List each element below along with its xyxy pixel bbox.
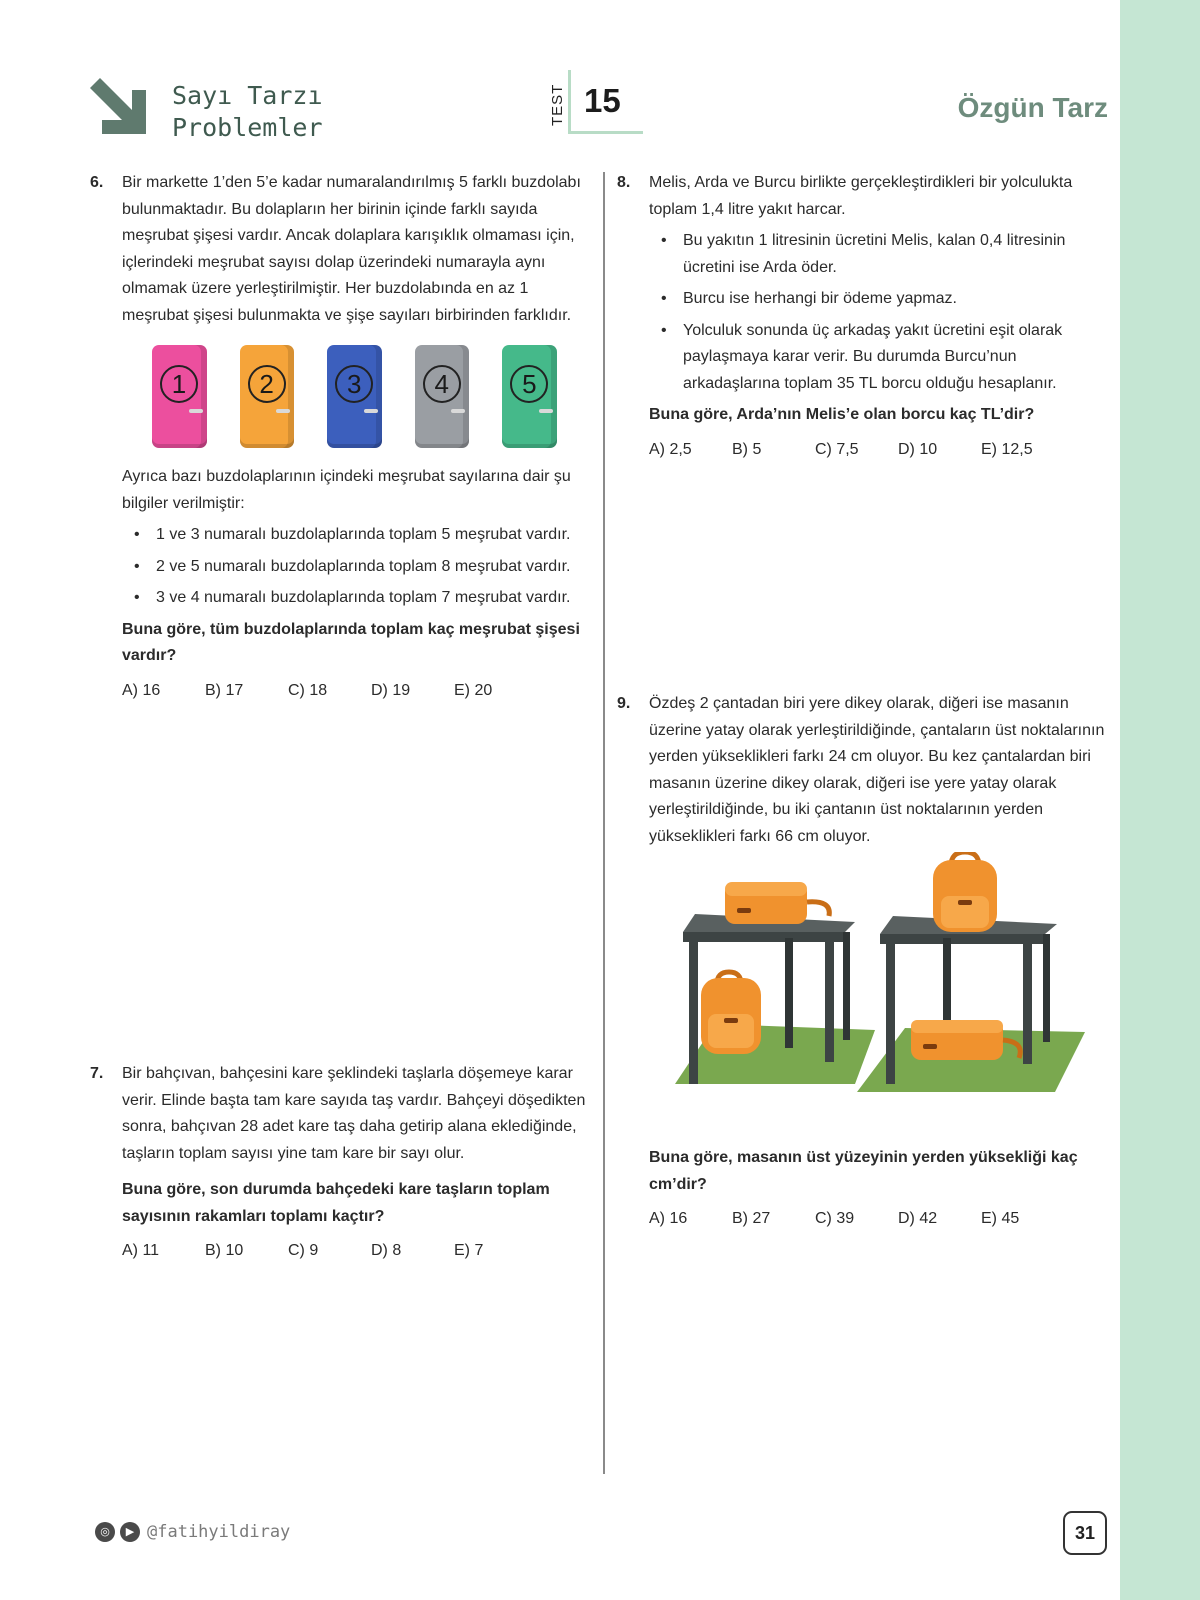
info-list <box>122 522 590 612</box>
option-e[interactable]: E) 12,5 <box>981 440 1033 458</box>
test-frame-horizontal <box>568 131 643 134</box>
question-text: Bir bahçıvan, bahçesini kare şeklindeki taşlarla döşemeye karar verir. Elinde başta tam kare sayıda taş vardır. Bahçeyi döşedikten sonra, bahçıvan 28 adet kare taş daha getirip alana eklediğinde, taşların toplam sayısı yine tam kare bir sayı olur. <box>122 1065 586 1162</box>
category-line-1: Sayı Tarzı <box>172 81 323 110</box>
option-c[interactable]: C) 18 <box>288 681 328 699</box>
fridge-5 <box>502 345 557 448</box>
bag-vertical-on-table <box>933 852 997 932</box>
fridge-handle <box>189 409 203 413</box>
fridge-number: 5 <box>510 365 548 403</box>
option-d[interactable]: D) 42 <box>898 1210 938 1227</box>
question-text: Bir markette 1’den 5’e kadar numaralandırılmış 5 farklı buzdolabı bulunmaktadır. Bu dolapların her birinin içinde farklı sayıda meşrubat şişesi vardır. Ancak dolaplara karışıklık olmaması için, içlerindeki meşrubat sayısı dolap üzerindeki numarayla aynı olmamak üzere yerleştirilmiştir. Her buzdolabında en az 1 meşrubat şişesi bulunmakta ve şişe sayıları birbirinden farklıdır. <box>122 174 581 324</box>
question-9-prompt <box>617 1145 1107 1233</box>
option-b[interactable]: B) 5 <box>732 440 762 458</box>
question-prompt: Buna göre, masanın üst yüzeyinin yerden yüksekliği kaç cm’dir? <box>649 1149 1078 1193</box>
info-item: • 2 ve 5 numaralı buzdolaplarında toplam 8 meşrubat vardır. <box>122 554 590 581</box>
answer-options <box>122 1238 590 1265</box>
category-title <box>172 80 323 144</box>
option-c[interactable]: C) 39 <box>815 1210 855 1227</box>
info-intro: Ayrıca bazı buzdolaplarının içindeki meşrubat sayılarına dair şu bilgiler verilmiştir: <box>122 468 571 512</box>
fridge-number: 2 <box>248 365 286 403</box>
answer-options <box>122 678 590 705</box>
answer-options <box>649 1206 1107 1233</box>
option-e[interactable]: E) 7 <box>454 1242 484 1259</box>
fridge-2 <box>240 345 295 448</box>
info-item: • 1 ve 3 numaralı buzdolaplarında toplam 5 meşrubat vardır. <box>122 522 590 549</box>
youtube-icon[interactable]: ▶ <box>120 1522 140 1542</box>
bags-on-tables-illustration <box>675 852 1085 1110</box>
question-text: Melis, Arda ve Burcu birlikte gerçekleştirdikleri bir yolculukta toplam 1,4 litre yakıt harcar. <box>649 174 1073 218</box>
option-a[interactable]: A) 11 <box>122 1242 160 1259</box>
option-b[interactable]: B) 10 <box>205 1242 244 1259</box>
question-prompt: Buna göre, Arda’nın Melis’e olan borcu kaç TL’dir? <box>649 406 1035 423</box>
option-e[interactable]: E) 45 <box>981 1210 1020 1227</box>
fridge-handle <box>364 409 378 413</box>
fridge-handle <box>451 409 465 413</box>
test-label: TEST <box>549 83 566 126</box>
fridge-illustration <box>152 345 590 448</box>
question-7 <box>90 1061 590 1265</box>
fridge-1 <box>152 345 207 448</box>
question-9 <box>617 691 1107 850</box>
arrow-down-right-icon <box>90 78 152 140</box>
option-b[interactable]: B) 17 <box>205 681 244 699</box>
bag-vertical-on-floor <box>701 972 761 1054</box>
option-b[interactable]: B) 27 <box>732 1210 771 1227</box>
option-a[interactable]: A) 16 <box>122 681 161 699</box>
question-text: Özdeş 2 çantadan biri yere dikey olarak, diğeri ise masanın üzerine yatay olarak yerleştirildiğinde, çantaların üst noktalarının yerden yükseklikleri farkı 24 cm oluyor. Bu kez çantalardan biri masanın üzerine dikey olarak, diğeri ise yere yatay olarak yerleştirildiğinde, bu iki çantanın üst noktalarının yerden yükseklikleri farkı 66 cm oluyor. <box>649 695 1105 845</box>
fridge-number: 4 <box>423 365 461 403</box>
column-divider <box>603 172 605 1474</box>
info-item: • Yolculuk sonunda üç arkadaş yakıt ücretini eşit olarak paylaşmaya karar verir. Bu durumda Burcu’nun arkadaşlarına toplam 35 TL borcu olduğu hesaplanır. <box>649 318 1107 398</box>
option-d[interactable]: D) 10 <box>898 440 938 458</box>
fridge-4 <box>415 345 470 448</box>
option-a[interactable]: A) 2,5 <box>649 440 692 458</box>
fridge-handle <box>539 409 553 413</box>
option-c[interactable]: C) 9 <box>288 1242 319 1259</box>
question-prompt: Buna göre, tüm buzdolaplarında toplam kaç meşrubat şişesi vardır? <box>122 620 580 664</box>
info-item: • 3 ve 4 numaralı buzdolaplarında toplam 7 meşrubat vardır. <box>122 585 590 612</box>
option-a[interactable]: A) 16 <box>649 1210 688 1227</box>
side-color-band <box>1120 0 1200 1600</box>
fridge-number: 3 <box>335 365 373 403</box>
option-d[interactable]: D) 19 <box>371 681 411 699</box>
question-8 <box>617 170 1107 463</box>
option-c[interactable]: C) 7,5 <box>815 440 859 458</box>
info-item: • Burcu ise herhangi bir ödeme yapmaz. <box>649 286 1107 313</box>
fridge-3 <box>327 345 382 448</box>
info-list <box>649 228 1107 397</box>
fridge-handle <box>276 409 290 413</box>
test-number: 15 <box>584 82 621 119</box>
option-d[interactable]: D) 8 <box>371 1242 402 1259</box>
question-prompt: Buna göre, son durumda bahçedeki kare taşların toplam sayısının rakamları toplamı kaçtır? <box>122 1181 550 1225</box>
instagram-icon[interactable]: ◎ <box>95 1522 115 1542</box>
brand-title: Özgün Tarz <box>957 92 1108 123</box>
social-links <box>95 1522 290 1542</box>
info-item: • Bu yakıtın 1 litresinin ücretini Melis, kalan 0,4 litresinin ücretini ise Arda öder. <box>649 228 1107 281</box>
test-frame-vertical <box>568 70 571 134</box>
bag-horizontal-on-table <box>725 882 829 924</box>
option-e[interactable]: E) 20 <box>454 681 493 699</box>
question-number: 7. <box>90 1065 104 1082</box>
question-number: 6. <box>90 174 104 191</box>
page-number: 31 <box>1063 1511 1107 1555</box>
category-line-2: Problemler <box>172 113 323 142</box>
question-6 <box>90 170 590 704</box>
social-handle[interactable]: @fatihyildiray <box>147 1522 291 1542</box>
fridge-number: 1 <box>160 365 198 403</box>
question-number: 8. <box>617 174 631 191</box>
answer-options <box>649 437 1107 464</box>
question-number: 9. <box>617 695 631 712</box>
